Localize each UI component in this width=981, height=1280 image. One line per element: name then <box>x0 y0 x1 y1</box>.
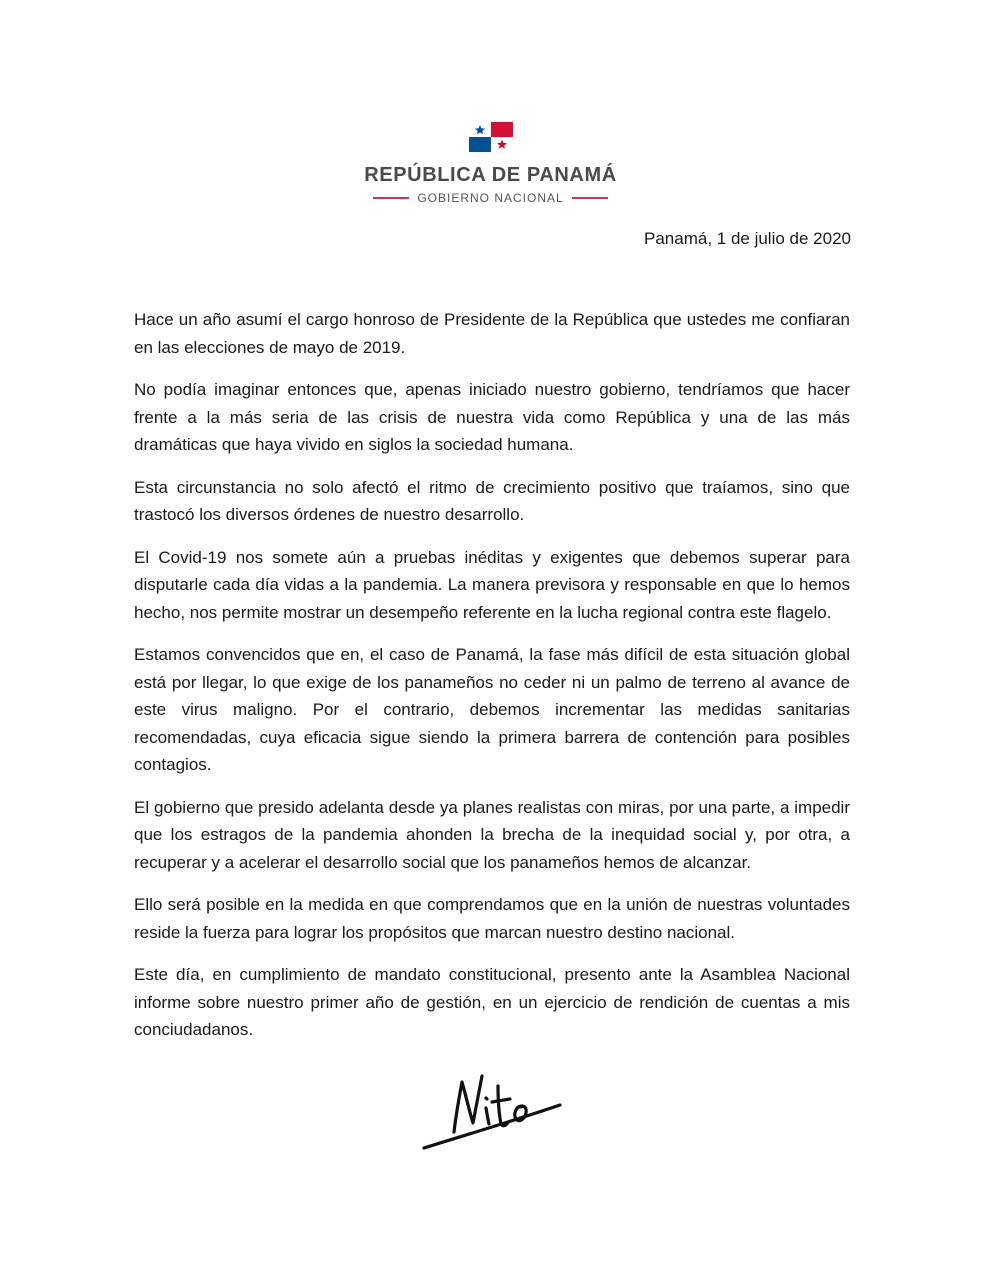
divider-left <box>373 197 409 199</box>
handwritten-signature <box>412 1060 572 1155</box>
government-label: GOBIERNO NACIONAL <box>417 191 564 205</box>
letter-date: Panamá, 1 de julio de 2020 <box>644 229 851 248</box>
paragraph: Este día, en cumplimiento de mandato constitucional, presento ante la Asamblea Nacional informe sobre nuestro primer año de gestión, en un ejercicio de rendición de cuentas a mis conciudadanos. <box>134 965 850 1039</box>
paragraph: Esta circunstancia no solo afectó el ritmo de crecimiento positivo que traíamos, sino que trastocó los diversos órdenes de nuestro desarrollo. <box>134 477 850 524</box>
divider-right <box>572 197 608 199</box>
paragraph: El gobierno que presido adelanta desde ya planes realistas con miras, por una parte, a impedir que los estragos de la pandemia ahonden la brecha de la inequidad social y, por otra, a recuperar y a acelerar el desarrollo social que los panameños hemos de alcanzar. <box>134 797 850 872</box>
paragraph: No podía imaginar entonces que, apenas iniciado nuestro gobierno, tendríamos que hacer frente a la más seria de las crisis de nuestra vida como República y una de las más dramáticas que haya vivido en siglos la sociedad humana. <box>134 380 850 454</box>
country-name: REPÚBLICA DE PANAMÁ <box>364 164 617 186</box>
paragraph: Ello será posible en la medida en que comprendamos que en la unión de nuestras voluntades reside la fuerza para lograr los propósitos que marcan nuestro destino nacional. <box>134 895 850 942</box>
letter-body <box>134 306 850 1059</box>
panama-flag-icon <box>469 122 513 152</box>
paragraph: El Covid-19 nos somete aún a pruebas inéditas y exigentes que debemos superar para disputarle cada día vidas a la pandemia. La manera previsora y responsable en que lo hemos hecho, nos permite mostrar un desempeño referente en la lucha regional contra este flagelo. <box>134 547 850 622</box>
paragraph: Hace un año asumí el cargo honroso de Presidente de la República que ustedes me confiaran en las elecciones de mayo de 2019. <box>134 310 850 357</box>
letterhead <box>0 122 981 205</box>
government-subtitle <box>0 191 981 205</box>
paragraph: Estamos convencidos que en, el caso de Panamá, la fase más difícil de esta situación global está por llegar, lo que exige de los panameños no ceder ni un palmo de terreno al avance de este virus maligno. Por el contrario, debemos incrementar las medidas sanitarias recomendadas, cuya eficacia sigue siendo la primera barrera de contención para posibles contagios. <box>134 645 850 774</box>
